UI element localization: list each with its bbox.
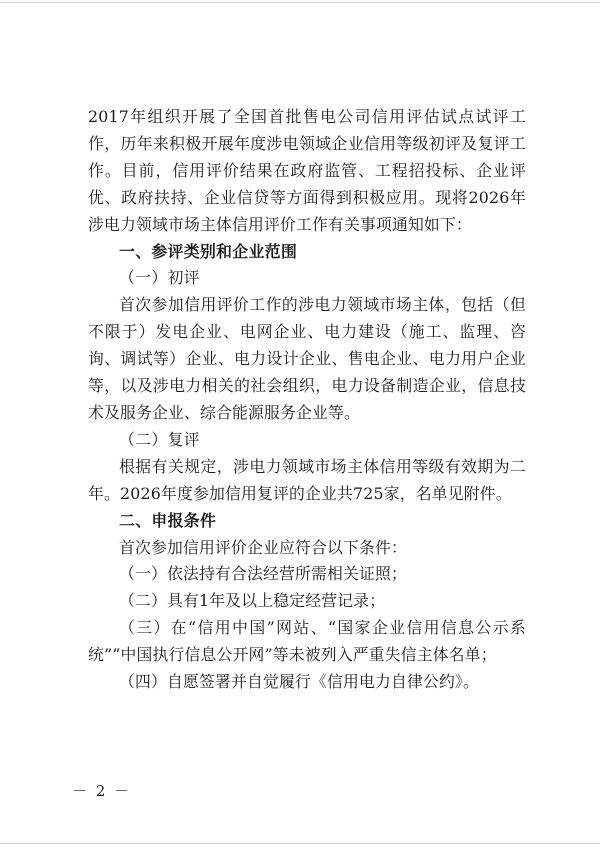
condition-item-3: （三）在“信用中国”网站、“国家企业信用信息公示系统”“中国执行信息公开网”等未被列入严重失信主体名单； [88, 618, 526, 665]
conditions-intro: 首次参加信用评价企业应符合以下条件： [119, 537, 407, 557]
initial-review-paragraph: 首次参加信用评价工作的涉电力领域市场主体，包括（但不限于）发电企业、电网企业、电力建设（施工、监理、咨询、调试等）企业、电力设计企业、售电企业、电力用户企业等，以及涉电力相关的社会组织，电力设备制造企业，信息技术及服务企业、综合能源服务企业等。 [88, 295, 526, 422]
scan-edge-bottom [0, 843, 600, 844]
subheading-re-review: （二）复评 [119, 429, 200, 449]
section-heading-conditions: 二、申报条件 [119, 510, 217, 530]
section-heading-categories: 一、参评类别和企业范围 [119, 241, 298, 261]
page-number: － 2 － [72, 782, 132, 800]
subheading-initial-review: （一）初评 [119, 268, 200, 288]
scan-edge-top [0, 2, 600, 3]
document-body [88, 104, 526, 696]
intro-paragraph: 2017年组织开展了全国首批售电公司信用评估试点试评工作，历年来积极开展年度涉电领域企业信用等级初评及复评工作。目前，信用评价结果在政府监管、工程招投标、企业评优、政府扶持、企业信贷等方面得到积极应用。现将2026年涉电力领域市场主体信用评价工作有关事项通知如下： [88, 107, 526, 234]
condition-item-4: （四）自愿签署并自觉履行《信用电力自律公约》。 [119, 672, 480, 692]
condition-item-1: （一）依法持有合法经营所需相关证照； [119, 564, 407, 584]
condition-item-2: （二）具有1年及以上稳定经营记录； [119, 591, 386, 611]
re-review-paragraph: 根据有关规定，涉电力领域市场主体信用等级有效期为二年。2026年度参加信用复评的企业共725家，名单见附件。 [88, 456, 526, 503]
